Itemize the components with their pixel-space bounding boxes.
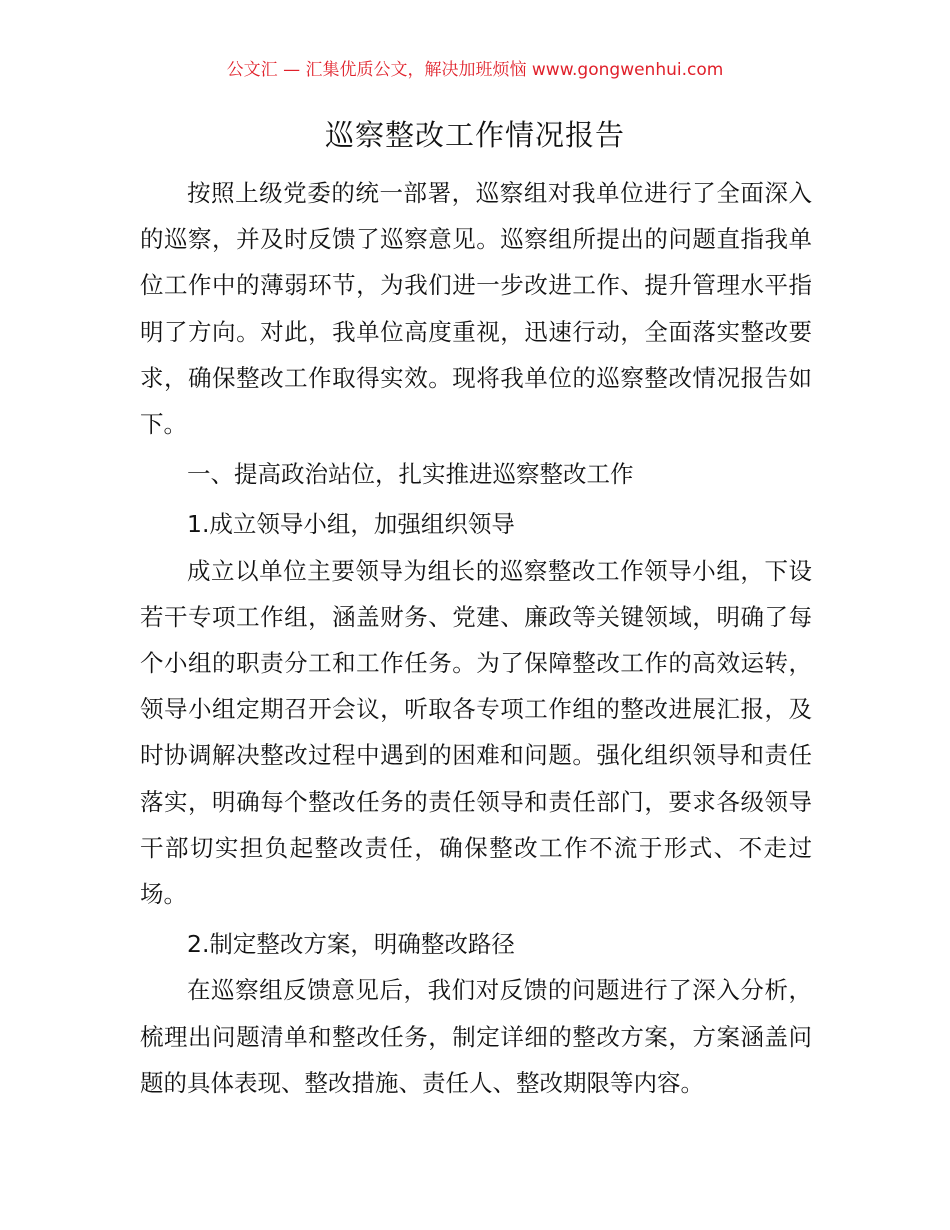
document-title: 巡察整改工作情况报告 <box>324 118 625 152</box>
section-heading-1: 一、提高政治站位，扎实推进巡察整改工作 <box>187 460 634 489</box>
subsection-heading-1: 1.成立领导小组，加强组织领导 <box>187 510 515 539</box>
header-banner: 公文汇 — 汇集优质公文，解决加班烦恼 www.gongwenhui.com <box>226 60 724 80</box>
body-paragraph-1: 成立以单位主要领导为组长的巡察整改工作领导小组，下设若干专项工作组，涵盖财务、党建、廉政等关键领域，明确了每个小组的职责分工和工作任务。为了保障整改工作的高效运转，领导小组定期召开会议，听取各专项工作组的整改进展汇报，及时协调解决整改过程中遇到的困难和问题。强化组织领导和责任落实，明确每个整改任务的责任领导和责任部门，要求各级领导干部切实担负起整改责任，确保整改工作不流于形式、不走过场。 <box>140 556 812 909</box>
document-body <box>140 170 812 1106</box>
subsection-heading-2: 2.制定整改方案，明确整改路径 <box>187 930 515 959</box>
body-paragraph-2: 在巡察组反馈意见后，我们对反馈的问题进行了深入分析，梳理出问题清单和整改任务，制定详细的整改方案，方案涵盖问题的具体表现、整改措施、责任人、整改期限等内容。 <box>140 976 812 1097</box>
intro-paragraph: 按照上级党委的统一部署，巡察组对我单位进行了全面深入的巡察，并及时反馈了巡察意见。巡察组所提出的问题直指我单位工作中的薄弱环节，为我们进一步改进工作、提升管理水平指明了方向。对此，我单位高度重视，迅速行动，全面落实整改要求，确保整改工作取得实效。现将我单位的巡察整改情况报告如下。 <box>140 179 812 439</box>
